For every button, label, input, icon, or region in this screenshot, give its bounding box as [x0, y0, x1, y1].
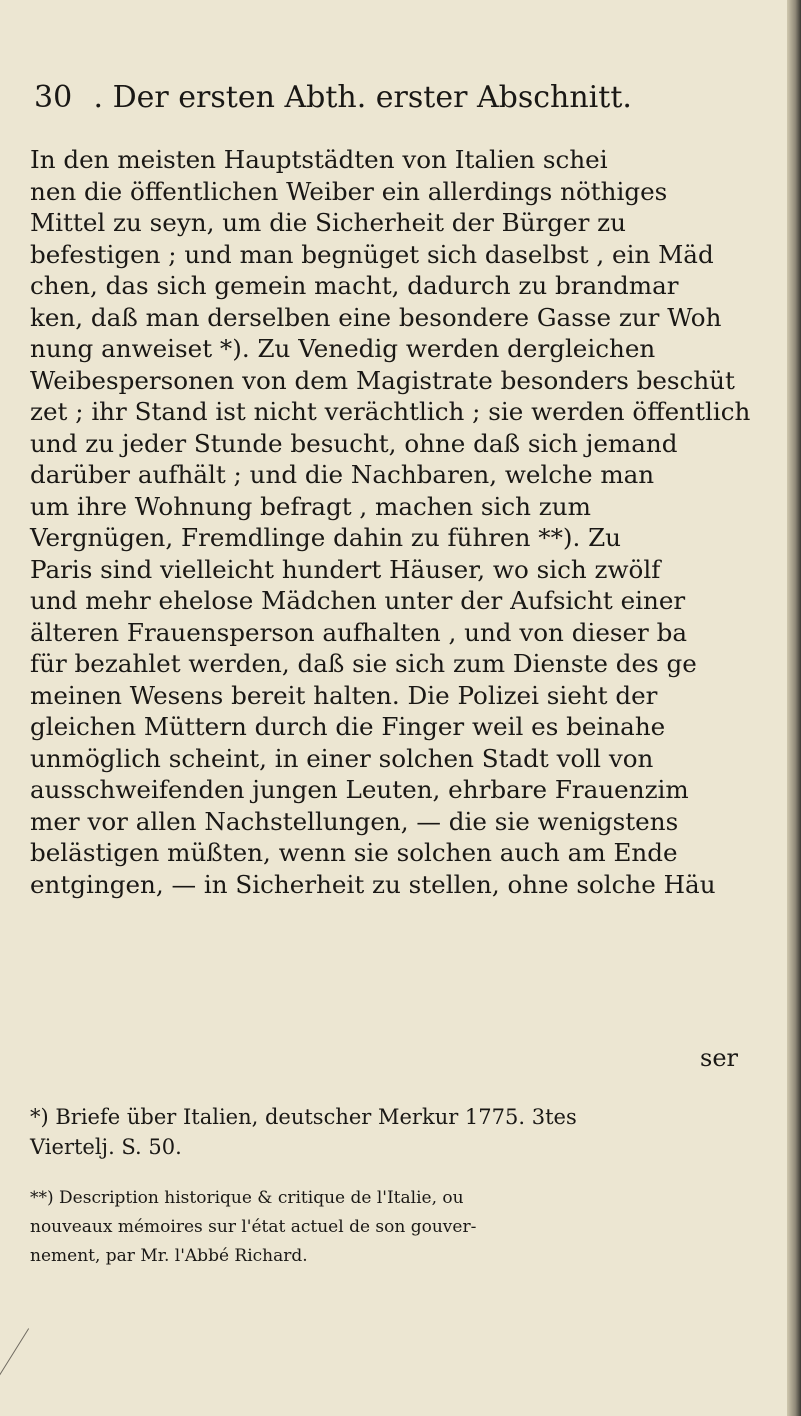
text-line: belästigen müßten, wenn sie solchen auch am Ende — [30, 838, 678, 867]
footnotes — [30, 1102, 776, 1271]
text-line: chen, das sich gemein macht, dadurch zu brandmar — [30, 271, 679, 300]
text-line: und mehr ehelose Mädchen unter der Aufsicht einer — [30, 586, 686, 615]
footnote-line: Viertelj. S. 50. — [30, 1135, 182, 1159]
pencil-mark — [0, 1328, 33, 1382]
text-line: meinen Wesens bereit halten. Die Polizei sieht der — [30, 680, 658, 710]
text-line: Weibespersonen von dem Magistrate besonders beschüt — [30, 365, 735, 395]
text-line: darüber aufhält ; und die Nachbaren, welche man — [30, 460, 655, 489]
text-line: zet ; ihr Stand ist nicht verächtlich ; sie werden öffentlich — [30, 397, 751, 426]
text-line: ken, daß man derselben eine besondere Gasse zur Woh — [30, 302, 722, 332]
text-line: nen die öffentlichen Weiber ein allerdings nöthiges — [30, 176, 668, 206]
text-line: Vergnügen, Fremdlinge dahin zu führen **). Zu — [30, 523, 622, 552]
footnote-line: nement, par Mr. l'Abbé Richard. — [30, 1246, 308, 1266]
text-line: für bezahlet werden, daß sie sich zum Dienste des ge — [30, 649, 697, 678]
text-line: In den meisten Hauptstädten von Italien schei — [30, 145, 608, 174]
text-line: befestigen ; und man begnüget sich daselbst , ein Mäd — [30, 239, 714, 269]
page-binding-edge — [787, 0, 801, 1416]
running-header — [34, 80, 774, 130]
text-line: und zu jeder Stunde besucht, ohne daß sich jemand — [30, 428, 678, 458]
catchword: ser — [700, 1044, 738, 1072]
footnote-line: nouveaux mémoires sur l'état actuel de son gouver- — [30, 1217, 477, 1237]
running-head-title: . Der ersten Abth. erster Abschnitt. — [93, 80, 632, 115]
text-line: älteren Frauensperson aufhalten , und von dieser ba — [30, 617, 688, 647]
text-line: Mittel zu seyn, um die Sicherheit der Bürger zu — [30, 208, 626, 237]
page-number: 30 — [34, 80, 73, 115]
text-line: unmöglich scheint, in einer solchen Stadt voll von — [30, 743, 654, 773]
footnote-line: **) Description historique & critique de l'Italie, ou — [30, 1188, 464, 1208]
text-line: mer vor allen Nachstellungen, — die sie wenigstens — [30, 806, 679, 836]
text-line: nung anweiset *). Zu Venedig werden dergleichen — [30, 334, 656, 363]
text-line: gleichen Müttern durch die Finger weil es beinahe — [30, 712, 666, 741]
text-line: ausschweifenden jungen Leuten, ehrbare Frauenzim — [30, 775, 689, 804]
text-line: Paris sind vielleicht hundert Häuser, wo sich zwölf — [30, 554, 661, 584]
footnote-line: *) Briefe über Italien, deutscher Merkur 1775. 3tes — [30, 1105, 577, 1129]
text-line: um ihre Wohnung befragt , machen sich zum — [30, 491, 591, 521]
body-text — [30, 144, 776, 900]
text-line: entgingen, — in Sicherheit zu stellen, ohne solche Häu — [30, 869, 716, 899]
